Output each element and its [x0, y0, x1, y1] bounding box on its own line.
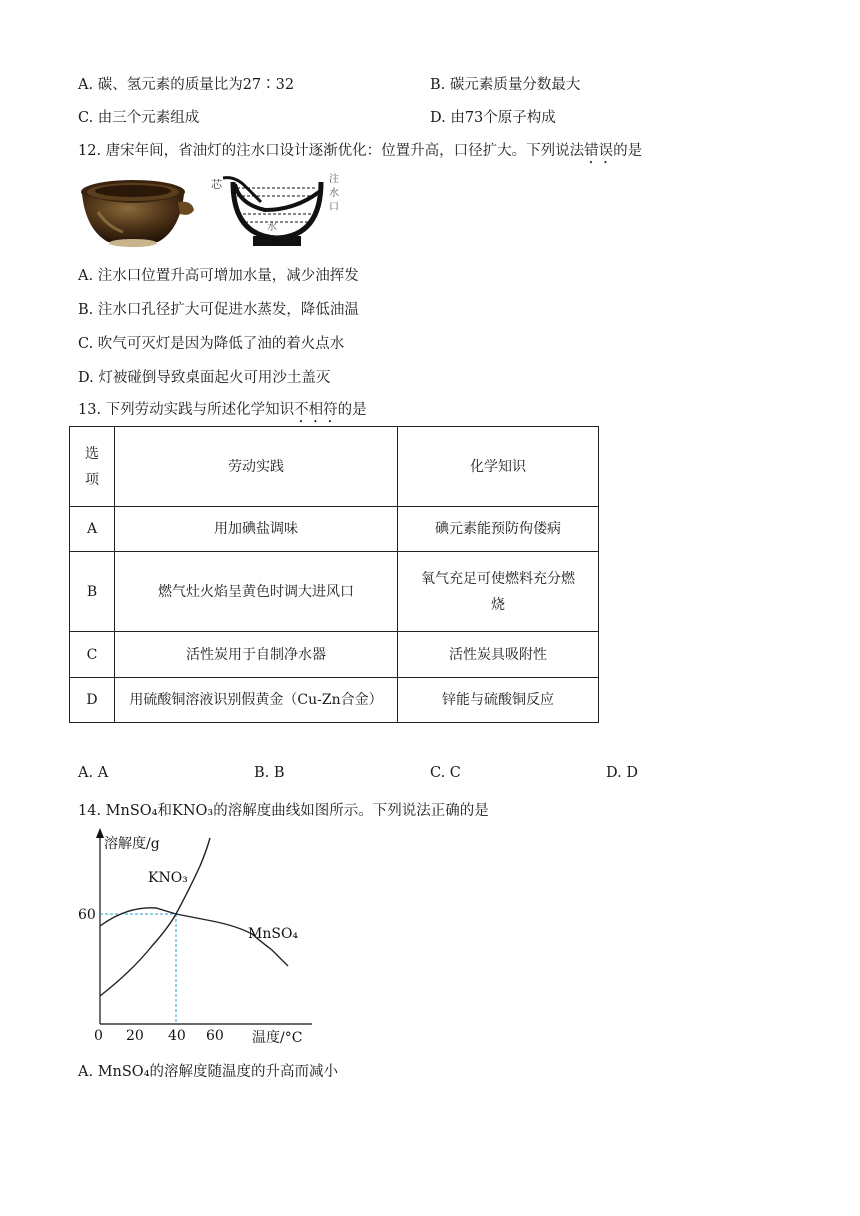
q11-option-d: D. 由73个原子构成 [430, 110, 556, 126]
wick-label: 芯 [211, 178, 222, 191]
q11-option-c: C. 由三个元素组成 [78, 110, 200, 126]
row-practice: 用硫酸铜溶液识别假黄金（Cu-Zn合金） [115, 678, 398, 723]
x-axis-label: 温度/°C [252, 1030, 303, 1046]
table-row [70, 552, 599, 632]
q13-stem: 13. 下列劳动实践与所述化学知识不相符的是 [78, 402, 367, 418]
solubility-curve-graph [72, 826, 322, 1050]
q12-option-b: B. 注水口孔径扩大可促进水蒸发，降低油温 [78, 302, 359, 318]
header-practice: 劳动实践 [115, 427, 398, 507]
q14-option-a: A. MnSO₄的溶解度随温度的升高而减小 [78, 1064, 339, 1080]
row-practice: 燃气灶火焰呈黄色时调大进风口 [115, 552, 398, 632]
row-knowledge: 锌能与硫酸铜反应 [398, 678, 599, 723]
oil-lamp-photo [78, 172, 198, 252]
x-tick-0: 0 [94, 1028, 103, 1044]
q12-option-a: A. 注水口位置升高可增加水量，减少油挥发 [78, 268, 359, 284]
mnso4-label: MnSO₄ [248, 926, 299, 942]
q12-option-c: C. 吹气可灭灯是因为降低了油的着火点水 [78, 336, 345, 352]
table-row [70, 632, 599, 678]
q13-answer-c: C. C [430, 765, 461, 781]
header-option: 选 项 [70, 427, 115, 507]
water-label: 水 [267, 222, 277, 233]
kno3-label: KNO₃ [148, 870, 188, 886]
inlet-label-3: 口 [329, 202, 339, 213]
row-knowledge: 活性炭具吸附性 [398, 632, 599, 678]
table-header-row [70, 427, 599, 507]
x-tick-20: 20 [126, 1028, 144, 1044]
q13-answer-b: B. B [254, 765, 285, 781]
row-knowledge: 氧气充足可使燃料充分燃 烧 [398, 552, 599, 632]
y-tick-60: 60 [78, 907, 96, 923]
lamp-cross-section-diagram [205, 170, 345, 250]
q13-answer-d: D. D [606, 765, 638, 781]
table-row [70, 507, 599, 552]
inlet-label-1: 注 [329, 174, 339, 185]
q11-option-b: B. 碳元素质量分数最大 [430, 77, 581, 93]
q12-stem: 12. 唐宋年间，省油灯的注水口设计逐渐优化：位置升高，口径扩大。下列说法错误的是 [78, 143, 643, 159]
x-tick-60: 60 [206, 1028, 224, 1044]
q12-option-d: D. 灯被碰倒导致桌面起火可用沙土盖灭 [78, 370, 331, 386]
header-knowledge: 化学知识 [398, 427, 599, 507]
row-knowledge: 碘元素能预防佝偻病 [398, 507, 599, 552]
y-axis-arrow [96, 828, 104, 838]
row-option: B [70, 552, 115, 632]
q13-table [69, 426, 599, 723]
row-option: C [70, 632, 115, 678]
q14-stem: 14. MnSO₄和KNO₃的溶解度曲线如图所示。下列说法正确的是 [78, 803, 489, 819]
inlet-label-2: 水 [329, 188, 339, 199]
row-option: A [70, 507, 115, 552]
q13-answer-a: A. A [78, 765, 109, 781]
table-row [70, 678, 599, 723]
x-tick-40: 40 [168, 1028, 186, 1044]
row-practice: 活性炭用于自制净水器 [115, 632, 398, 678]
row-option: D [70, 678, 115, 723]
row-practice: 用加碘盐调味 [115, 507, 398, 552]
q11-option-a: A. 碳、氢元素的质量比为27∶32 [78, 77, 295, 93]
y-axis-label: 溶解度/g [104, 836, 160, 852]
